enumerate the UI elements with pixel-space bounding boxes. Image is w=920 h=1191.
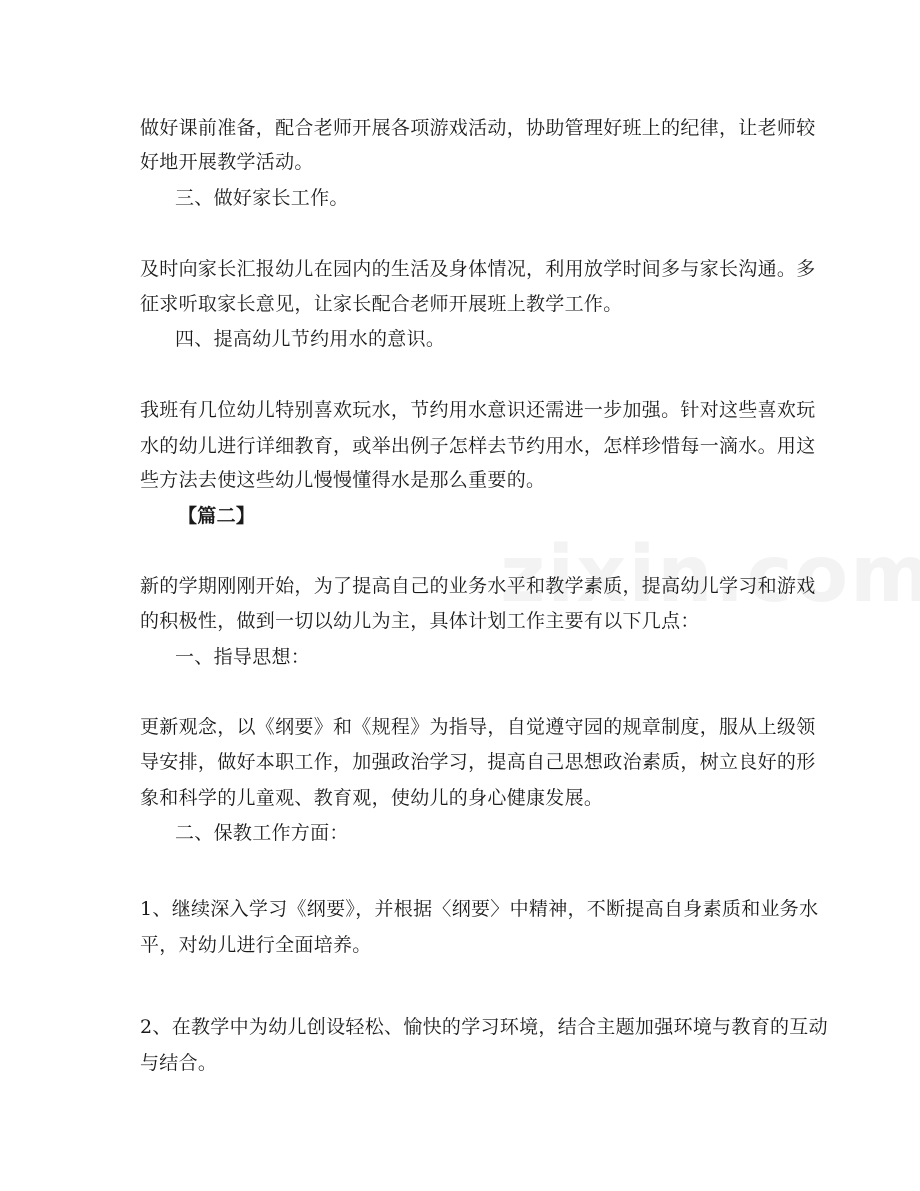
section-heading: 四、提高幼儿节约用水的意识。	[175, 328, 446, 350]
paragraph-line: 1、继续深入学习《纲要》，并根据〈纲要〉中精神，不断提高自身素质和业务水	[140, 898, 819, 920]
paragraph-line: 导安排，做好本职工作，加强政治学习，提高自己思想政治素质，树立良好的形	[140, 751, 816, 773]
paragraph-line: 象和科学的儿童观、教育观，使幼儿的身心健康发展。	[140, 787, 604, 809]
paragraph-line: 的积极性，做到一切以幼儿为主，具体计划工作主要有以下几点：	[140, 610, 700, 632]
part-title: 【篇二】	[178, 505, 256, 527]
section-heading: 三、做好家长工作。	[175, 187, 349, 209]
paragraph-line: 2、在教学中为幼儿创设轻松、愉快的学习环境，结合主题加强环境与教育的互动	[140, 1016, 828, 1038]
paragraph-line: 水的幼儿进行详细教育，或举出例子怎样去节约用水，怎样珍惜每一滴水。用这	[140, 435, 816, 457]
paragraph-line: 做好课前准备，配合老师开展各项游戏活动，协助管理好班上的纪律，让老师较	[140, 117, 816, 139]
paragraph-line: 新的学期刚刚开始，为了提高自己的业务水平和教学素质，提高幼儿学习和游戏	[140, 575, 816, 597]
paragraph-line: 好地开展教学活动。	[140, 151, 314, 173]
paragraph-line: 征求听取家长意见，让家长配合老师开展班上教学工作。	[140, 293, 623, 315]
paragraph-line: 平，对幼儿进行全面培养。	[140, 934, 372, 956]
paragraph-line: 更新观念，以《纲要》和《规程》为指导，自觉遵守园的规章制度，服从上级领	[140, 716, 816, 738]
paragraph-line: 与结合。	[140, 1052, 218, 1074]
paragraph-line: 及时向家长汇报幼儿在园内的生活及身体情况，利用放学时间多与家长沟通。多	[140, 258, 816, 280]
section-heading: 二、保教工作方面：	[175, 822, 349, 844]
paragraph-line: 些方法去使这些幼儿慢慢懂得水是那么重要的。	[140, 469, 546, 491]
paragraph-line: 我班有几位幼儿特别喜欢玩水，节约用水意识还需进一步加强。针对这些喜欢玩	[140, 399, 816, 421]
section-heading: 一、指导思想：	[175, 646, 311, 668]
